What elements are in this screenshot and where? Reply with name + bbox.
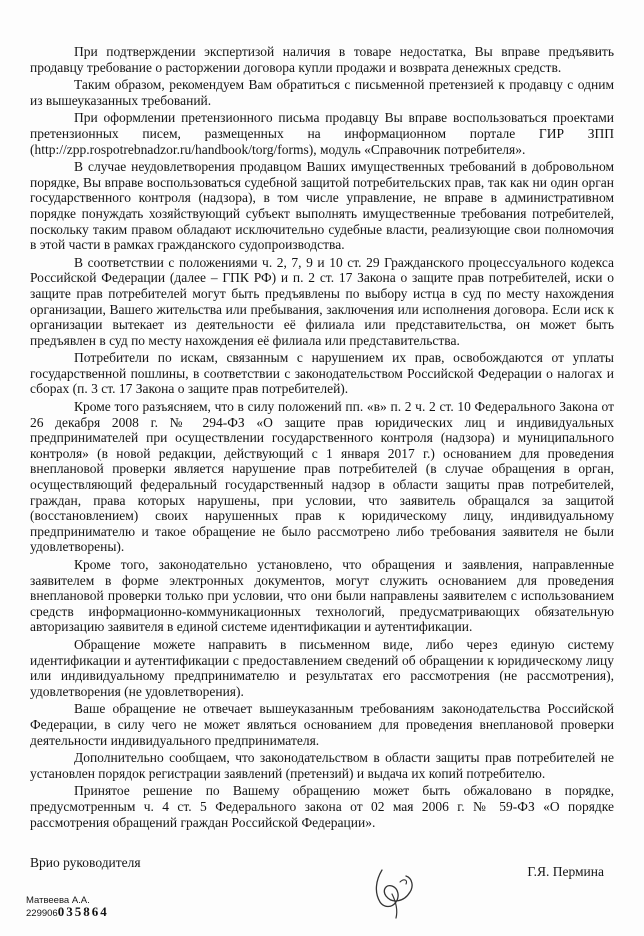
paragraph-unscheduled-inspection: Кроме того разъясняем, что в силу положений пп. «в» п. 2 ч. 2 ст. 10 Федерального Закона от 26 декабря 2008 г. № 294-ФЗ «О защите прав юридических лиц и индивидуальных предпринимателей при осуществлении государственного контроля (надзора) и муниципального контроля» (в новой редакции, действующий с 1 января 2017 г.) основанием для проведения внеплановой проверки является нарушение прав потребителей (в случае обращения в орган, осуществляющий федеральный государственный надзор в области защиты прав потребителей, граждан, права которых нарушены, при условии, что заявитель обращался за защитой (восстановлением) своих нарушенных прав к юридическому лицу, индивидуальному предпринимателю и такое обращение не было рассмотрено либо требования заявителя не были удовлетворены). [30,399,614,555]
paragraph-claim-templates: При оформлении претензионного письма продавцу Вы вправе воспользоваться проектами претензионных писем, размещенных на информационном портале ГИР ЗПП (http://zpp.rospotrebnadzor.ru/handbook/torg/forms), модуль «Справочник потребителя». [30,110,614,157]
paragraph-written-claim: Таким образом, рекомендуем Вам обратиться с письменной претензией к продавцу с одним из вышеуказанных требований. [30,77,614,108]
paragraph-judicial-protection: В случае неудовлетворения продавцом Ваших имущественных требований в добровольном порядке, Вы вправе воспользоваться судебной защитой потребительских прав, так как ни один орган государственного контроля (надзора), в том числе управление, не вправе в административном порядке понуждать хозяйствующий субъект выполнять имущественные требования потребителей, поскольку таким правом обладают исключительно судебные власти, реализующие свои полномочия в этой части в рамках гражданского судопроизводства. [30,159,614,253]
paragraph-not-compliant: Ваше обращение не отвечает вышеуказанным требованиям законодательства Российской Федерации, в силу чего не может являться основанием для проведения внеплановой проверки деятельности индивидуального предпринимателя. [30,701,614,748]
registration-number: 035864 [57,904,109,919]
signatory-position: Врио руководителя [30,855,141,870]
paragraph-electronic-applications: Кроме того, законодательно установлено, что обращения и заявления, направленные заявителем в форме электронных документов, могут служить основанием для проведения внеплановой проверки только при условии, что они были направлены заявителем с использованием средств информационно-коммуникационных технологий, предусматривающих обязательную авторизацию заявителя в единой системе идентификации и аутентификации. [30,557,614,635]
paragraph-defect-claim: При подтверждении экспертизой наличия в товаре недостатка, Вы вправе предъявить продавцу требование о расторжении договора купли продажи и возврата денежных средств. [30,44,614,75]
paragraph-submission-methods: Обращение можете направить в письменном виде, либо через единую систему идентификации и аутентификации с предоставлением сведений об обращении к юридическому лицу или индивидуальному предпринимателю и результатах его рассмотрения (не рассмотрения), удовлетворения (не удовлетворения). [30,636,614,699]
handwritten-signature [362,858,426,922]
paragraph-registration: Дополнительно сообщаем, что законодательством в области защиты прав потребителей не установлен порядок регистрации заявлений (претензий) и выдача их копий потребителю. [30,750,614,781]
paragraph-state-duty: Потребители по искам, связанным с нарушением их прав, освобождаются от уплаты государственной пошлины, в соответствии с законодательством Российской Федерации о налогах и сборах (п. 3 ст. 17 Закона о защите прав потребителей). [30,350,614,397]
paragraph-jurisdiction: В соответствии с положениями ч. 2, 7, 9 и 10 ст. 29 Гражданского процессуального кодекса Российской Федерации (далее – ГПК РФ) и п. 2 ст. 17 Закона о защите прав потребителей, иски о защите прав потребителей могут быть предъявлены по выбору истца в суд по месту нахождения организации, Вашего жительства или пребывания, заключения или исполнения договора. Если иск к организации вытекает из деятельности её филиала или представительства, он может быть предъявлен в суд по месту нахождения её филиала или представительства. [30,254,614,348]
paragraph-appeal: Принятое решение по Вашему обращению может быть обжаловано в порядке, предусмотренным ч. 4 ст. 5 Федерального закона от 02 мая 2006 г. № 59-ФЗ «О порядке рассмотрения обращений граждан Российской Федерации». [30,783,614,830]
executor-phone: 229906 [26,908,58,919]
letter-body [30,44,614,832]
executor-block [26,895,109,919]
registration-line [26,906,109,919]
signatory-name: Г.Я. Пермина [527,864,604,879]
executor-name: Матвеева А.А. [26,895,90,906]
